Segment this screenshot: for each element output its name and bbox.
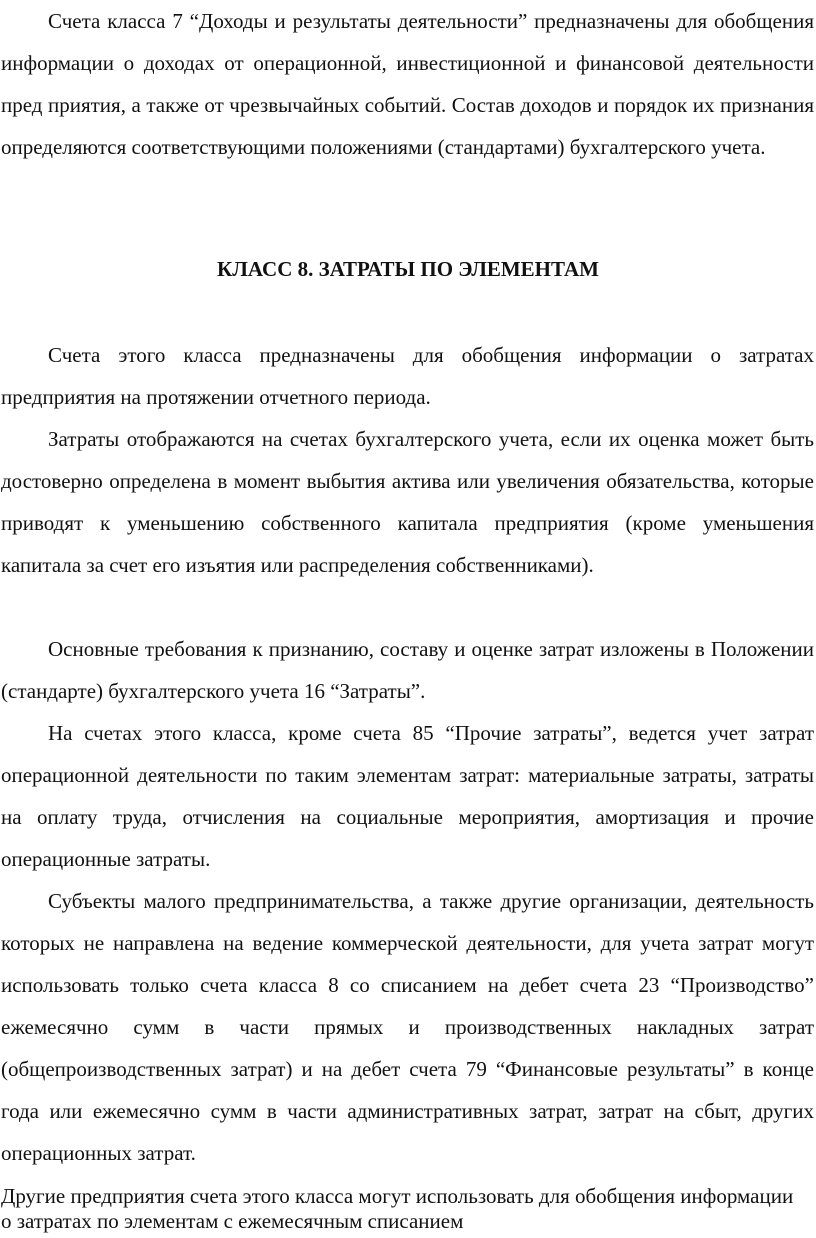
- section-heading-class-8: КЛАСС 8. ЗАТРАТЫ ПО ЭЛЕМЕНТАМ: [217, 257, 599, 281]
- paragraph-small-business: Субъекты малого предпринимательства, а также другие организации, деятельность которых не направлена на ведение коммерческой деятельности, для учета затрат могут использовать только счета класса 8 со списанием на дебет счета 23 “Производство” ежемесячно сумм в части прямых и производственных накладных затрат (общепроизводственных затрат) и на дебет счета 79 “Финансовые результаты” в конце года или ежемесячно сумм в части административных затрат, затрат на сбыт, других операционных затрат.: [1, 889, 814, 1165]
- paragraph-expense-elements: На счетах этого класса, кроме счета 85 “Прочие затраты”, ведется учет затрат операционной деятельности по таким элементам затрат: материальные затраты, затраты на оплату труда, отчисления на социальные мероприятия, амортизация и прочие операционные затраты.: [1, 721, 814, 871]
- paragraph-class-7-income: Счета класса 7 “Доходы и результаты деятельности” предназначены для обобщения информации о доходах от операционной, инвестиционной и финансовой деятельности пред приятия, а также от чрезвычайных событий. Состав доходов и порядок их признания определяются соответствующими положениями (стандартами) бухгалтерского учета.: [1, 9, 814, 159]
- paragraph-expense-recognition: Затраты отображаются на счетах бухгалтерского учета, если их оценка может быть достоверно определена в момент выбытия актива или увеличения обязательства, которые приводят к уменьшению собственного капитала предприятия (кроме уменьшения капитала за счет его изъятия или распределения собственниками).: [1, 427, 814, 577]
- paragraph-standard-16: Основные требования к признанию, составу и оценке затрат изложены в Положении (стандарте) бухгалтерского учета 16 “Затраты”.: [1, 637, 814, 703]
- paragraph-other-enterprises: Другие предприятия счета этого класса могут использовать для обобщения информации о затратах по элементам с ежемесячным списанием: [1, 1184, 794, 1233]
- paragraph-class-8-purpose: Счета этого класса предназначены для обобщения информации о затратах предприятия на протяжении отчетного периода.: [1, 343, 814, 409]
